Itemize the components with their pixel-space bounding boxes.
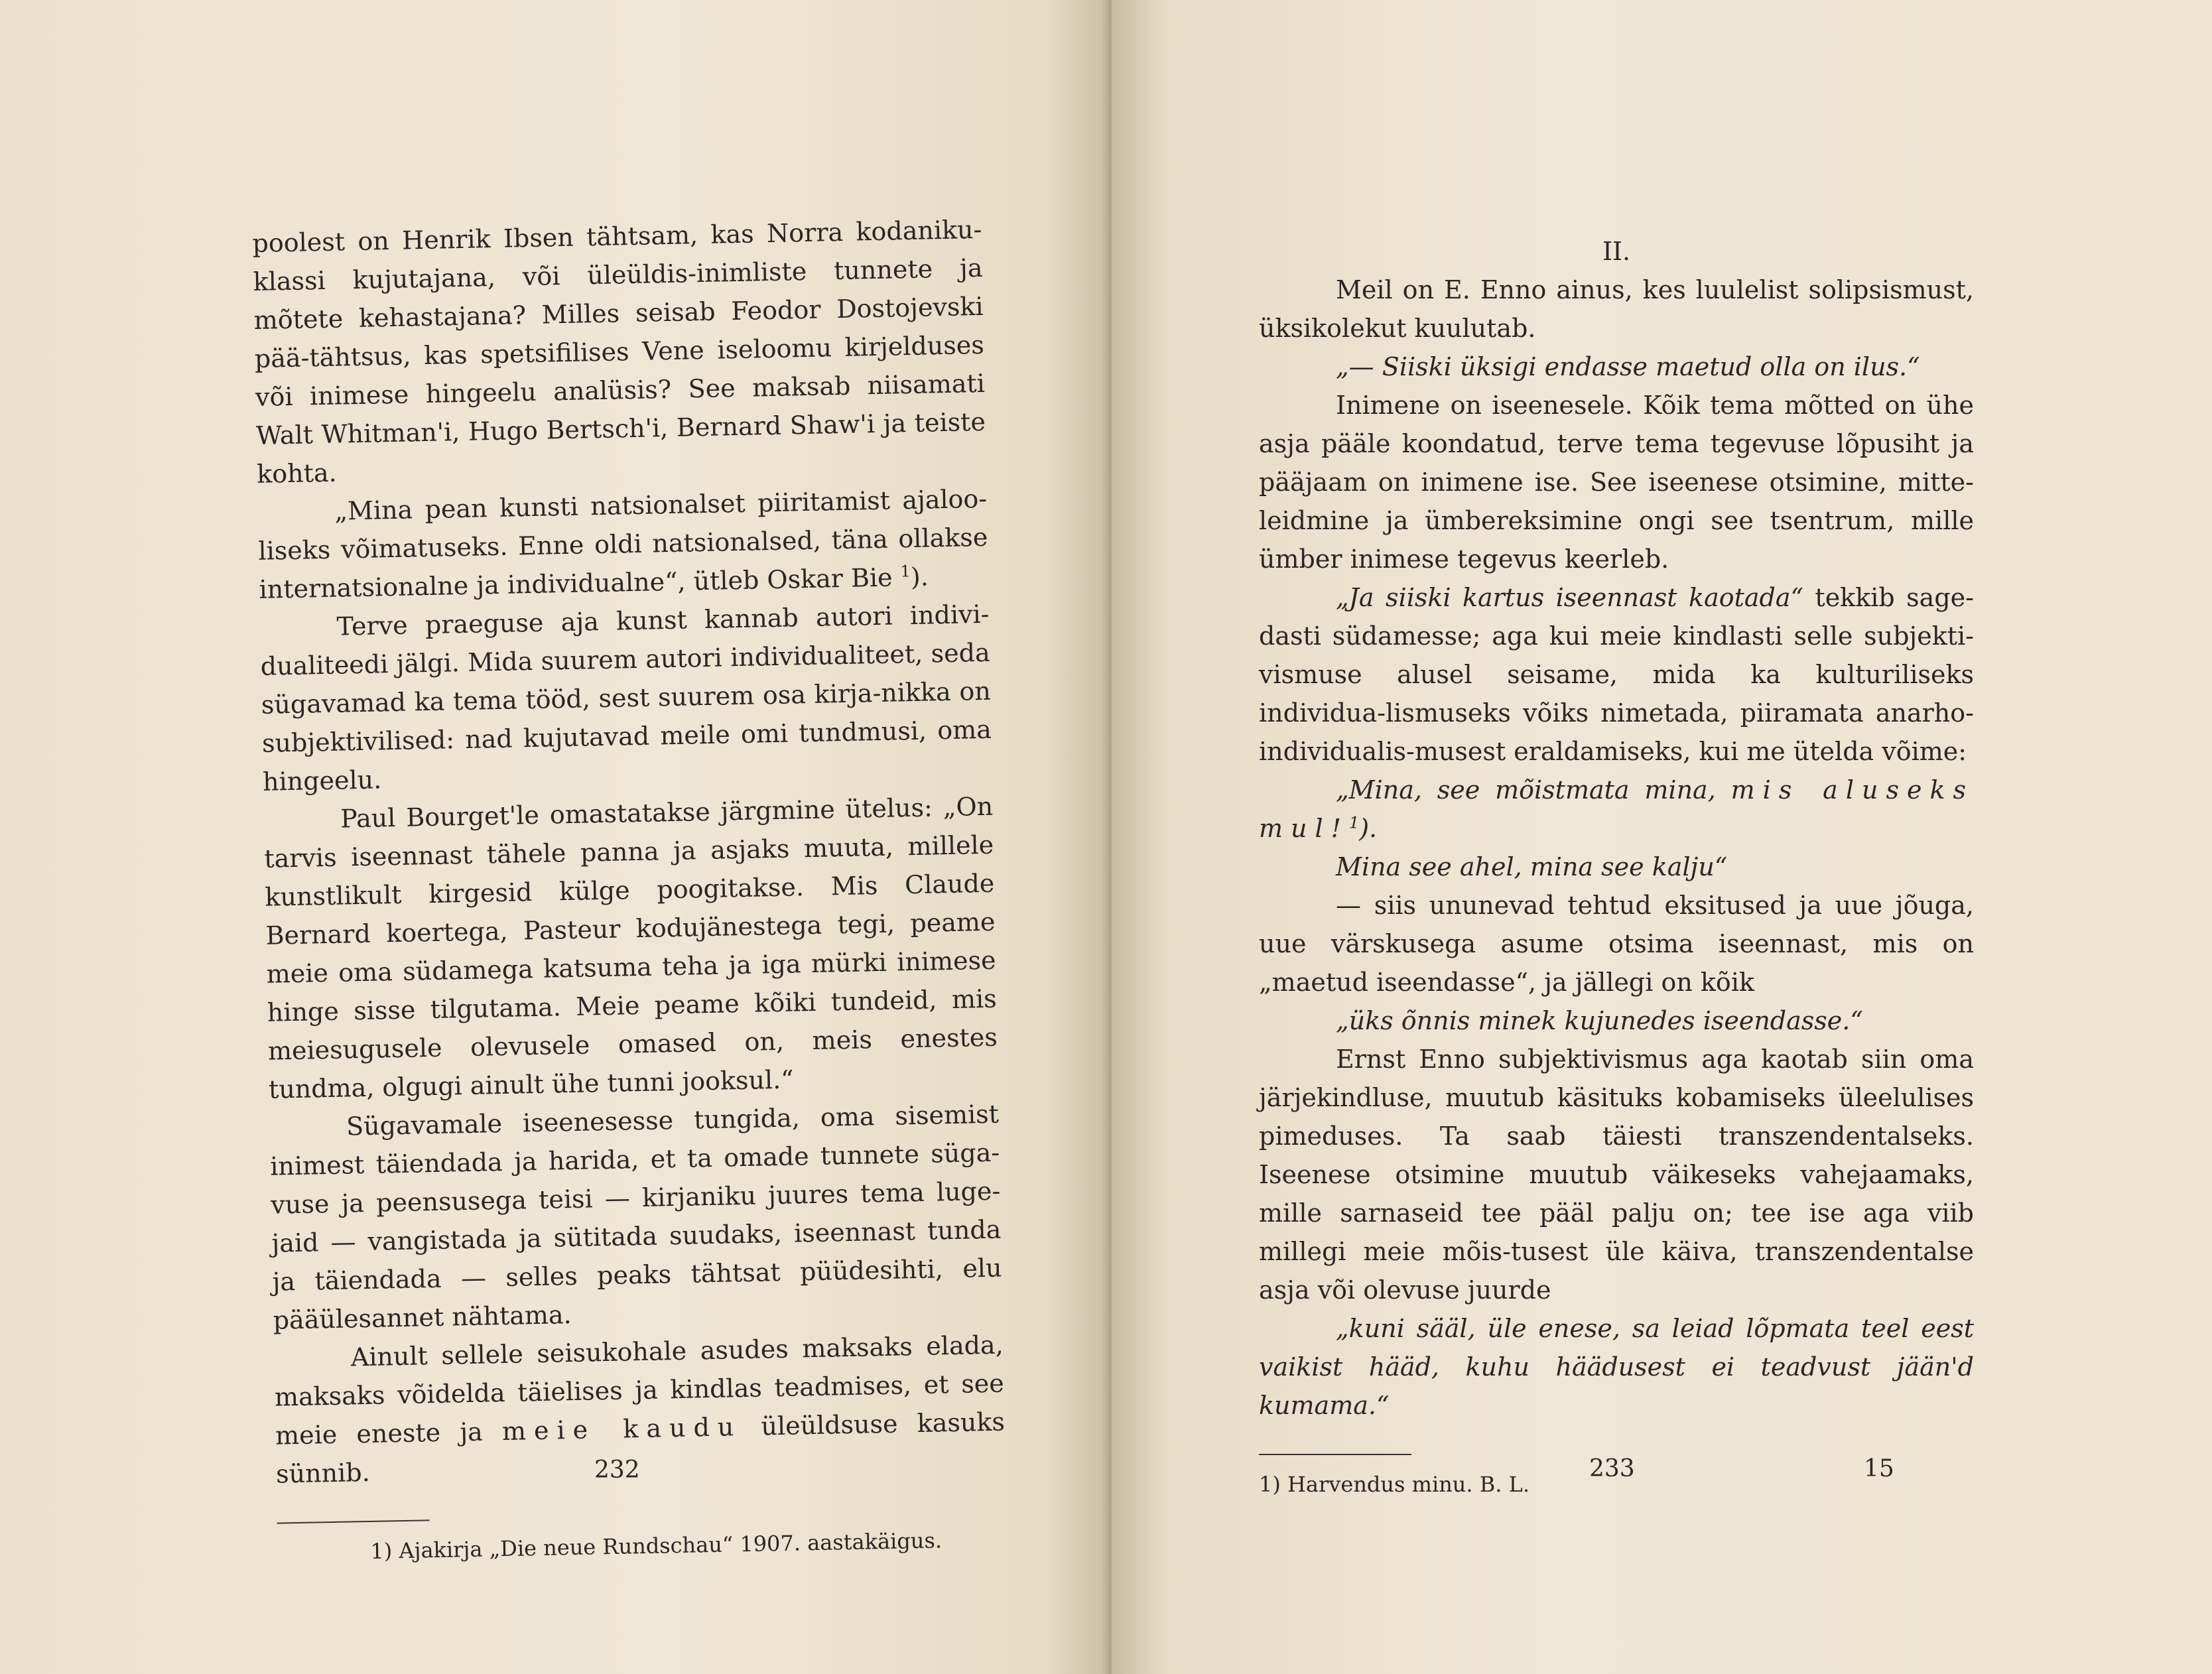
right-quote-1: „— Siiski üksigi endasse maetud olla on ilus.“ bbox=[1336, 352, 1920, 381]
left-paragraph-5: Sügavamale iseenesesse tungida, oma sisemist inimest täiendada ja harida, et ta omade tunnete süga-vuse ja peensusega teisi — kirjaniku juures tema luge-jaid — vangistada ja sütitada suudaks, iseennast tunda ja täiendada — selles peaks tähtsat püüdesihti, elu pääülesannet nähtama. bbox=[269, 1099, 1002, 1335]
left-paragraph-6-end: üleüldsuse kasuks sünnib. bbox=[275, 1407, 1006, 1489]
signature-mark: 15 bbox=[1864, 1455, 1894, 1482]
section-heading: II. bbox=[1602, 237, 1631, 266]
left-paragraph-6-text: Ainult sellele seisukohale asudes maksaks elada, maksaks võidelda täielises ja kindlas teadmises, et see meie eneste ja bbox=[274, 1330, 1005, 1450]
right-quote-5: „kuni sääl, üle enese, sa leiad lõpmata teel eest vaikist hääd, kuhu häädusest ei teadvust jään'd kumama.“ bbox=[1259, 1314, 1974, 1420]
right-quote-2-end: ). bbox=[1359, 814, 1378, 843]
left-page-number: 232 bbox=[594, 1456, 640, 1484]
left-paragraph-1: poolest on Henrik Ibsen tähtsam, kas Norra kodaniku-klassi kujutajana, või üleüldis-inimliste tunnete ja mõtete kehastajana? Milles seisab Feodor Dostojevski pää-tähtsus, kas spetsifilises Vene iseloomu kirjelduses või inimese hingeelu analüsis? See maksab niisamati Walt Whitman'i, Hugo Bertsch'i, Bernard Shaw'i ja teiste kohta. bbox=[252, 214, 986, 489]
right-footnote-mark: 1 bbox=[1348, 813, 1360, 832]
right-footnote: 1) Harvendus minu. B. L. bbox=[1259, 1472, 1530, 1497]
right-footnote-rule bbox=[1259, 1454, 1411, 1455]
left-paragraph-2-text: „Mina pean kunsti natsionalset piiritamist ajaloo-liseks võimatuseks. Enne oldi natsionalsed, täna ollakse internatsionalne ja individualne“, ütleb Oskar Bie bbox=[258, 483, 988, 604]
left-paragraph-4: Paul Bourget'le omastatakse järgmine ütelus: „On tarvis iseennast tähele panna ja asjaks muuta, millele kunstlikult kirgesid külge poogitakse. Mis Claude Bernard koertega, Pasteur kodujänestega tegi, peame meie oma südamega katsuma teha ja iga mürki inimese hinge sisse tilgutama. Meie peame kõiki tundeid, mis meiesugusele olevusele omased on, meis enestes tundma, olgugi ainult ühe tunni jooksul.“ bbox=[263, 791, 998, 1104]
right-quote-2-start: „Mina, see mõistmata mina, bbox=[1336, 775, 1716, 805]
left-footnote: 1) Ajakirja „Die neue Rundschau“ 1907. aastakäigus. bbox=[370, 1527, 943, 1564]
right-quote-3: Mina see ahel, mina see kalju“ bbox=[1336, 852, 1728, 881]
left-paragraph-2 bbox=[257, 480, 989, 609]
left-page-text bbox=[252, 210, 1008, 1568]
right-quote-4: „üks õnnis minek kujunedes iseendasse.“ bbox=[1336, 1006, 1863, 1035]
right-paragraph-3 bbox=[1259, 578, 1974, 771]
right-paragraph-1: Meil on E. Enno ainus, kes luulelist solipsismust, üksikolekut kuulutab. bbox=[1259, 275, 1974, 343]
right-page-number: 233 bbox=[1589, 1455, 1635, 1482]
right-paragraph-3-quote: „Ja siiski kartus iseennast kaotada“ bbox=[1336, 583, 1803, 612]
right-quote-2 bbox=[1259, 771, 1974, 848]
spaced-emphasis: meie kaudu bbox=[501, 1412, 742, 1447]
right-paragraph-2: Inimene on iseenesele. Kõik tema mõtted on ühe asja pääle koondatud, terve tema tegevuse lõpusiht ja pääjaam on inimene ise. See iseenese otsimine, mitte-leidmine ja ümbereksimine ongi see tsentrum, mille ümber inimese tegevus keerleb. bbox=[1259, 391, 1974, 574]
left-paragraph-3: Terve praeguse aja kunst kannab autori indivi-dualiteedi jälgi. Mida suurem autori individualiteet, seda sügavamad ka tema tööd, sest suurem osa kirja-nikka on subjektivilised: nad kujutavad meile omi tundmusi, oma hingeelu. bbox=[260, 599, 992, 797]
right-paragraph-4: — siis ununevad tehtud eksitused ja uue jõuga, uue värskusega asume otsima iseennast, mis on „maetud iseendasse“, ja jällegi on kõik bbox=[1259, 891, 1974, 997]
right-paragraph-5: Ernst Enno subjektivismus aga kaotab siin oma järjekindluse, muutub käsituks kobamiseks üleelulises pimeduses. Ta saab täiesti transzendentalseks. Iseenese otsimine muutub väikeseks vahejaamaks, mille sarnaseid tee pääl palju on; tee ise aga viib millegi meie mõis-tusest üle käiva, transzendentalse asja või olevuse juurde bbox=[1259, 1045, 1974, 1305]
right-quote-2-spaced: mis aluseks mul! bbox=[1259, 775, 1974, 843]
footnote-mark: 1 bbox=[900, 562, 911, 581]
right-page-text bbox=[1259, 232, 1974, 1499]
footnote-rule bbox=[277, 1519, 430, 1523]
right-paragraph-3-text: tekkib sage-dasti südamesse; aga kui meie kindlasti selle subjekti-vismuse alusel seisame, mida ka kulturiliseks individua-lismuseks võiks nimetada, piiramata anarho-individualis-musest eraldamiseks, kui me ütelda võime: bbox=[1259, 583, 1974, 766]
left-paragraph-2-end: ). bbox=[910, 562, 929, 592]
